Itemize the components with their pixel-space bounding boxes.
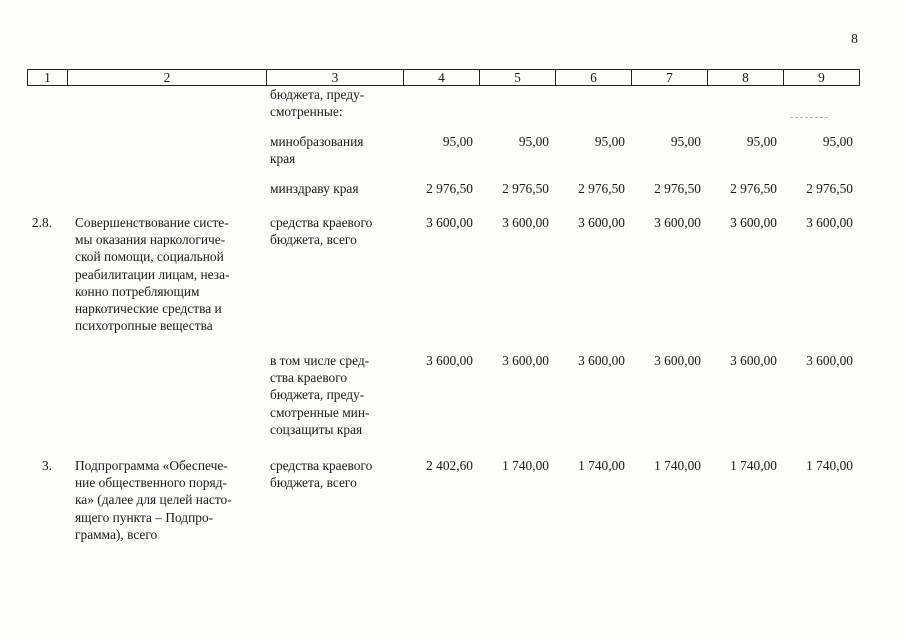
column-header-2: 2 <box>68 70 267 86</box>
row-3-name-line: мы оказания наркологиче- <box>75 232 226 248</box>
page-number: 8 <box>851 32 858 47</box>
row-5-name <box>75 457 263 543</box>
row-4-source-line: соцзащиты края <box>270 421 363 437</box>
row-3-value-col7: 3 600,00 <box>654 215 701 230</box>
row-0-source-line: смотренные: <box>270 104 343 120</box>
row-3-source <box>270 214 398 248</box>
row-3-value-col8: 3 600,00 <box>730 215 777 230</box>
row-3-name <box>75 214 263 334</box>
column-header-3: 3 <box>267 70 404 86</box>
row-4-value-col8: 3 600,00 <box>730 353 777 368</box>
row-3-value-col6: 3 600,00 <box>578 215 625 230</box>
row-3-number: 2.8. <box>31 215 52 230</box>
row-3-source-line: средства краевого <box>270 215 373 230</box>
row-5-number: 3. <box>41 458 52 473</box>
row-4-value-col7: 3 600,00 <box>654 353 701 368</box>
row-3-source-line: бюджета, всего <box>270 232 357 248</box>
row-4-value-col4: 3 600,00 <box>426 353 473 368</box>
row-1-value-col7: 95,00 <box>670 134 701 149</box>
column-header-1: 1 <box>28 70 68 86</box>
row-3-name-line: реабилитации лицам, неза- <box>75 266 230 282</box>
row-5-name-line: грамма), всего <box>75 526 158 542</box>
row-4-source-line: бюджета, преду- <box>270 387 365 403</box>
row-2-value-col7: 2 976,50 <box>654 181 701 196</box>
row-2-value-col8: 2 976,50 <box>730 181 777 196</box>
row-4-value-col9: 3 600,00 <box>806 353 853 368</box>
column-header-row <box>28 70 860 86</box>
row-4-source-line: ства краевого <box>270 370 348 386</box>
row-2-value-col9: 2 976,50 <box>806 181 853 196</box>
row-3-name-line: ской помощи, социальной <box>75 249 224 265</box>
row-5-source-line: бюджета, всего <box>270 475 357 491</box>
row-5-name-line: ящего пункта – Подпро- <box>75 509 214 525</box>
row-5-value-col7: 1 740,00 <box>654 458 701 473</box>
row-5-value-col5: 1 740,00 <box>502 458 549 473</box>
row-5-value-col8: 1 740,00 <box>730 458 777 473</box>
row-4-source-line: в том числе сред- <box>270 353 370 368</box>
row-5-source-line: средства краевого <box>270 458 373 473</box>
row-2-value-col6: 2 976,50 <box>578 181 625 196</box>
row-5-name-line: Подпрограмма «Обеспече- <box>75 458 228 473</box>
row-1-value-col4: 95,00 <box>442 134 473 149</box>
row-4-value-col6: 3 600,00 <box>578 353 625 368</box>
column-header-8: 8 <box>708 70 784 86</box>
row-5-name-line: ние общественного поряд- <box>75 475 227 491</box>
row-2-value-col5: 2 976,50 <box>502 181 549 196</box>
row-4-value-col5: 3 600,00 <box>502 353 549 368</box>
row-5-value-col4: 2 402,60 <box>426 458 473 473</box>
row-3-name-line: конно потребляющим <box>75 283 200 299</box>
row-3-name-line: психотропные вещества <box>75 318 213 334</box>
row-2-value-col4: 2 976,50 <box>426 181 473 196</box>
column-header-4: 4 <box>404 70 480 86</box>
column-header-7: 7 <box>632 70 708 86</box>
row-3-value-col9: 3 600,00 <box>806 215 853 230</box>
row-1-source-line: края <box>270 151 296 167</box>
row-5-name-line: ка» (далее для целей насто- <box>75 492 232 508</box>
column-header-6: 6 <box>556 70 632 86</box>
row-1-value-col6: 95,00 <box>594 134 625 149</box>
row-0-source-line: бюджета, преду- <box>270 87 365 102</box>
row-5-value-col9: 1 740,00 <box>806 458 853 473</box>
column-header-table <box>27 69 860 86</box>
row-1-value-col9: 95,00 <box>822 134 853 149</box>
scan-artifact <box>790 117 828 119</box>
row-3-name-line: наркотические средства и <box>75 301 222 317</box>
row-2-source <box>270 180 398 197</box>
column-header-5: 5 <box>480 70 556 86</box>
row-3-value-col5: 3 600,00 <box>502 215 549 230</box>
row-1-source-line: минобразования <box>270 134 364 149</box>
row-3-value-col4: 3 600,00 <box>426 215 473 230</box>
row-4-source-line: смотренные мин- <box>270 404 370 420</box>
row-5-value-col6: 1 740,00 <box>578 458 625 473</box>
row-0-source <box>270 86 398 120</box>
row-4-source <box>270 352 398 438</box>
row-1-source <box>270 133 398 167</box>
row-3-name-line: Совершенствование систе- <box>75 215 229 230</box>
row-5-source <box>270 457 398 491</box>
row-1-value-col5: 95,00 <box>518 134 549 149</box>
row-1-value-col8: 95,00 <box>746 134 777 149</box>
column-header-9: 9 <box>784 70 860 86</box>
row-2-source-line: минздраву края <box>270 181 359 196</box>
